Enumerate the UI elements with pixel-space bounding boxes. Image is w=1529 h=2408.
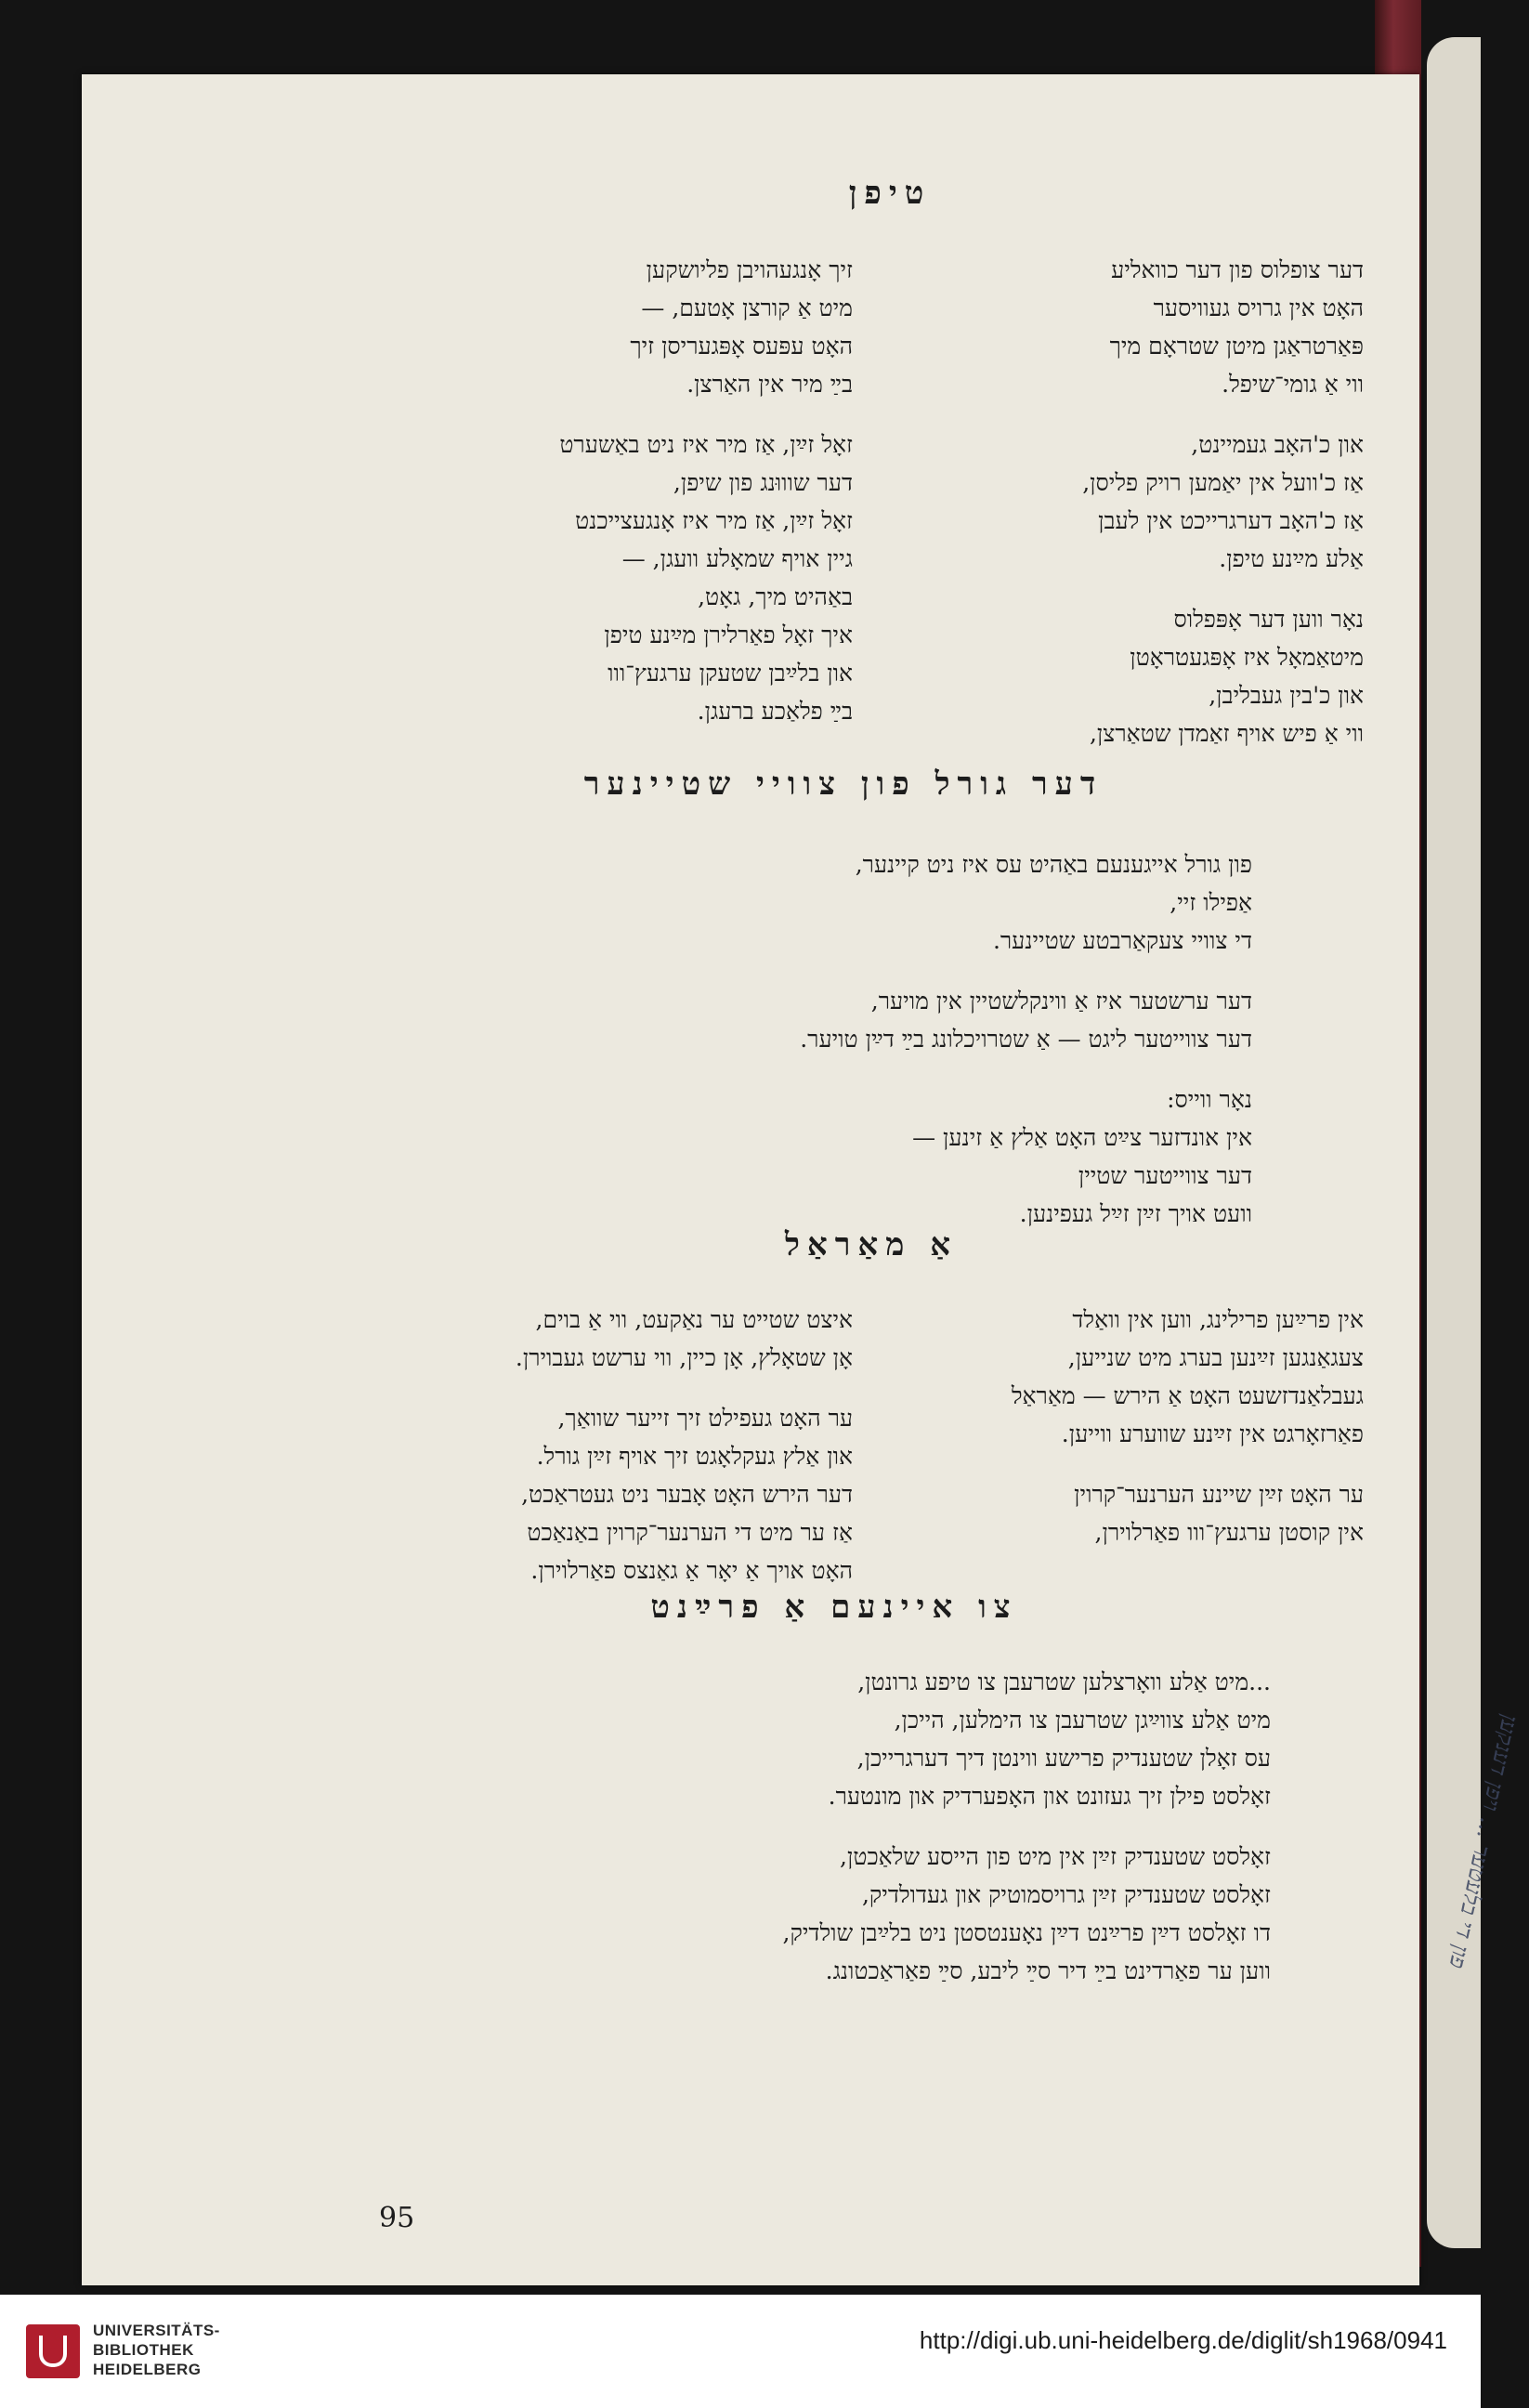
poem3-right-column [899, 1301, 1364, 1574]
poem-line: אין פרײַען פרילינג, ווען אין וואַלד [1072, 1306, 1364, 1333]
poem-line: נאָר ווייס: [1167, 1086, 1252, 1113]
stanza [899, 1301, 1364, 1453]
logo-line: HEIDELBERG [93, 2361, 202, 2378]
stanza [899, 600, 1364, 752]
poem-line: אַז ער מיט די הערנער־קרוין באַנאַכט [527, 1519, 853, 1546]
poem-title-goyrl: דער גורל פון צוויי שטיינער [583, 766, 1104, 803]
poem-line: בײַ מיר אין האַרצן. [686, 371, 853, 398]
poem-line: זיך אָנגעהויבן פליושקען [646, 256, 853, 283]
poem-line: פאַרזאָרגט אין זײַנע שווערע ווייען. [1061, 1420, 1364, 1447]
poem-line: דו זאָלסט דײַן פרײַנט דײַן נאָענטסטן ניט בלײַבן שולדיק, [782, 1919, 1271, 1946]
poem1-right-column [899, 251, 1364, 775]
poem-line: און כ'בין געבליבן, [1209, 682, 1364, 709]
poem-line: דער צופלוס פון דער כוואליע [1111, 256, 1364, 283]
poem-line: דער ערשטער איז אַ ווינקלשטיין אין מויער, [870, 988, 1252, 1014]
poem-line: ער האָט געפילט זיך זייער שוואַך, [557, 1405, 853, 1432]
poem-line: עס זאָלן שטענדיק פרישע ווינטן דיך דערגרייכן, [856, 1745, 1271, 1772]
stanza [342, 1399, 853, 1590]
poem-line: ווי אַ פיש אויף זאַמדן שטאַרצן, [1089, 720, 1364, 747]
poem-line: איצט שטייט ער נאַקעט, ווי אַ בוים, [535, 1306, 853, 1333]
stanza [342, 425, 853, 730]
poem-line: נאָר ווען דער אָפּפלוס [1173, 606, 1364, 633]
poem-line: פון גורל אייגענעם באַהיט עס איז ניט קיינער, [855, 851, 1252, 878]
source-url-link[interactable]: http://digi.ub.uni-heidelberg.de/diglit/sh1968/0941 [919, 2326, 1447, 2354]
poem-line: באַהיט מיך, גאָט, [698, 583, 853, 610]
stanza [342, 1301, 853, 1377]
poem-line: ער האָט זײַן שיינע הערנער־קרוין [1074, 1481, 1364, 1508]
page-number: 95 [379, 2202, 415, 2234]
poem-line: ווען ער פאַרדינט בײַ דיר סײַ ליבע, סײַ פאַראַכטונג. [825, 1957, 1271, 1984]
poem-title-tifn: טיפן [848, 175, 932, 212]
poem-line: זאָל זײַן, אַז מיר איז אָנגעצייכנט [575, 507, 853, 534]
poem-line: דער צווייטער שטיין [1078, 1162, 1252, 1189]
stanza [899, 1475, 1364, 1551]
poem-line: און אַלץ געקלאָגט זיך אויף זײַן גורל. [536, 1443, 853, 1470]
poem-title-moral: אַ מאַראַל [784, 1226, 959, 1263]
stanza [342, 251, 853, 403]
poem-line: פּאַרטראַגן מיטן שטראָם מיך [1109, 333, 1364, 360]
logo-line: UNIVERSITÄTS- [93, 2322, 220, 2339]
poem-line: צעגאַנגען זײַנען בערג מיט שנייען, [1067, 1344, 1364, 1371]
poem-line: זאָל זײַן, אַז מיר איז ניט באַשערט [559, 431, 853, 458]
poem1-left-column [342, 251, 853, 752]
poem-line: אַפילו זיי, [1170, 889, 1252, 916]
poem-line: מיט אַלע צווײַגן שטרעבן צו הימלען, הייכן, [894, 1707, 1271, 1734]
stanza [899, 251, 1364, 403]
stanza [899, 425, 1364, 578]
poem-line: אין קוסטן ערגעץ־ווו פאַרלוירן, [1094, 1519, 1364, 1546]
poem4-body [528, 1663, 1271, 2012]
handwritten-margin-note: פון די בלעטער ... ויפן דענקען [1444, 1712, 1523, 1971]
poem-line: וועט אויך זײַן זײַל געפינען. [1019, 1200, 1252, 1227]
scanned-page [82, 74, 1419, 2285]
poem-line: אַלע מײַנע טיפן. [1219, 545, 1364, 572]
poem-title-fraynt: צו איינעם אַ פרײַנט [650, 1589, 1018, 1626]
poem-line: דער הירש האָט אָבער ניט געטראַכט, [521, 1481, 853, 1508]
poem-line: זאָלסט שטענדיק זײַן גרויסמוטיק און געדולדיק, [861, 1881, 1271, 1908]
logo-line: BIBLIOTHEK [93, 2341, 194, 2359]
poem-line: בײַ פלאַכע ברעגן. [697, 698, 853, 725]
poem3-left-column [342, 1301, 853, 1612]
poem-line: אַז כ'האָב דערגרייכט אין לעבן [1098, 507, 1364, 534]
poem-line: אין אונדזער צײַט האָט אַלץ אַ זינען — [912, 1124, 1252, 1151]
poem2-body [509, 845, 1252, 1255]
poem-line: האָט אין גרויס געוויסער [1153, 294, 1364, 321]
poem-line: האָט עפּעס אָפּגעריסן זיך [630, 333, 853, 360]
poem-line: אָן שטאָלץ, אָן כיין, ווי ערשט געבוירן. [515, 1344, 853, 1371]
poem-line: מיטאַמאָל איז אָפּגעטראָטן [1130, 644, 1364, 671]
poem-line: ...מיט אַלע וואָרצלען שטרעבן צו טיפע גרונטן, [857, 1669, 1271, 1695]
poem-line: האָט אויך אַ יאָר אַ גאַנצס פאַרלוירן. [530, 1557, 853, 1584]
poem-line: און כ'האָב געמיינט, [1191, 431, 1364, 458]
stanza [509, 982, 1252, 1058]
library-logo-text [93, 2321, 334, 2379]
poem-line: דער שוווּנג פון שיפן, [673, 469, 853, 496]
poem-line: מיט אַ קורצן אָטעם, — [641, 294, 853, 321]
poem-line: דער צווייטער ליגט — אַ שטרויכלונג בײַ דײַן טויער. [800, 1026, 1252, 1053]
poem-line: זאָלסט פילן זיך געזונט און האָפערדיק און מונטער. [828, 1783, 1271, 1810]
poem-line: איך זאָל פאַרלירן מײַנע טיפן [604, 622, 853, 648]
poem-line: און בלײַבן שטעקן ערגעץ־ווו [608, 660, 853, 687]
stanza [528, 1663, 1271, 1815]
library-logo-icon [26, 2324, 80, 2378]
poem-line: געבלאַנדזשעט האָט אַ הירש — מאַראַל [1011, 1382, 1364, 1409]
poem-line: אַז כ'וועל אין יאַמען רויק פליסן, [1082, 469, 1364, 496]
poem-line: ווי אַ גומי־שיפל. [1222, 371, 1364, 398]
stanza [528, 1838, 1271, 1990]
stanza [509, 845, 1252, 960]
poem-line: זאָלסט שטענדיק זײַן אין מיט פון הייסע שלאַכטן, [840, 1843, 1271, 1870]
poem-line: גיין אויף שמאָלע וועגן, — [621, 545, 853, 572]
poem-line: די צוויי צעקאַרבטע שטיינער. [992, 927, 1252, 954]
stanza [509, 1080, 1252, 1233]
